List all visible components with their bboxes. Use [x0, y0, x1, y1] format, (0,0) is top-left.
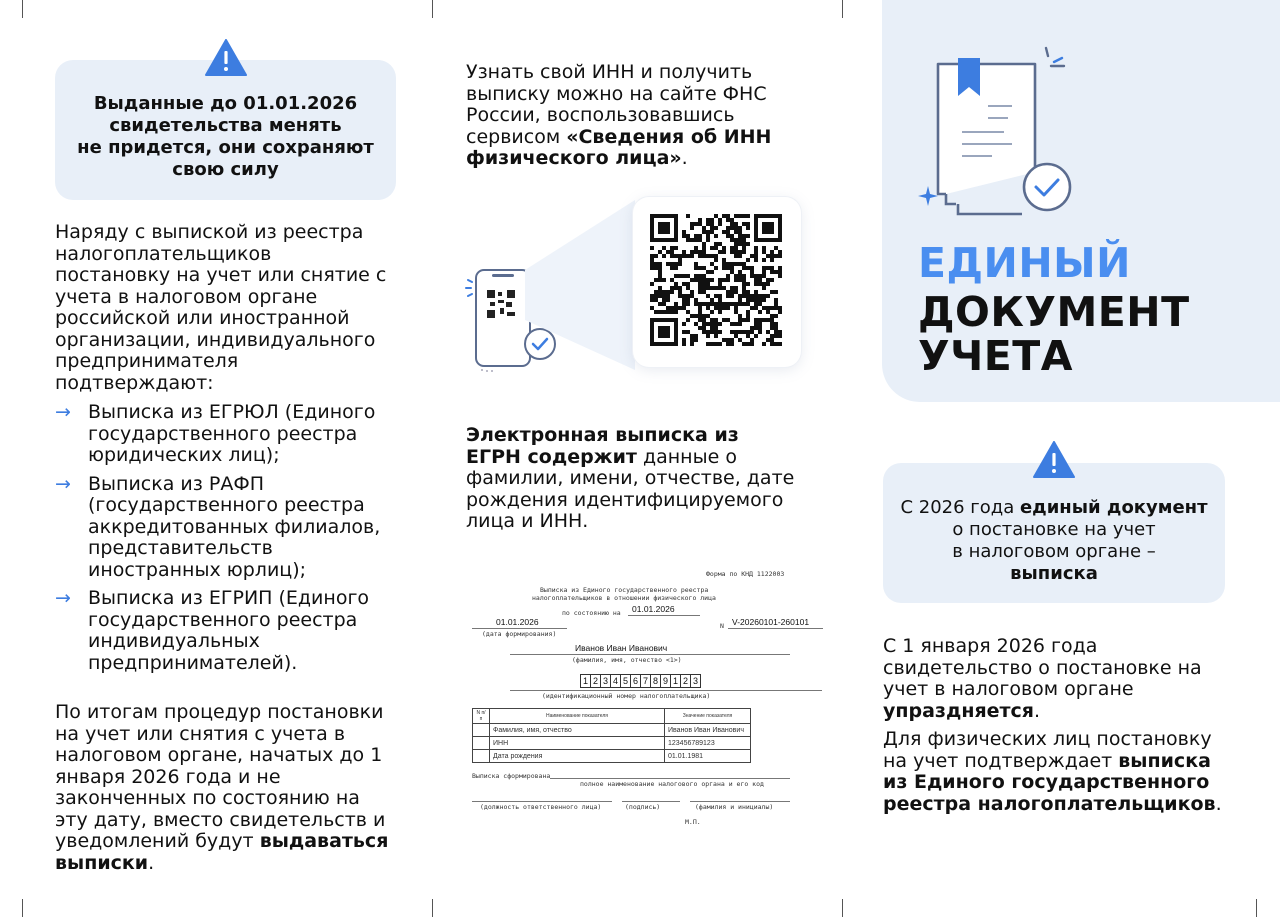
crop-mark [432, 899, 433, 917]
arrow-right-icon: → [55, 472, 71, 495]
table-row: Дата рождения 01.01.1981 [473, 750, 751, 763]
position-caption: (должность ответственного лица) [480, 803, 602, 811]
crop-mark [842, 0, 843, 18]
stamp-label: М.П. [685, 818, 701, 826]
notice-box-left [55, 60, 396, 200]
list-item: → Выписка из ЕГРЮЛ (Единого государственного реестра юридических лиц); [55, 401, 376, 466]
inn-digit: 2 [680, 674, 691, 688]
extract-date: 01.01.2026 [496, 617, 539, 627]
confirmation-paragraph: Для физических лиц постановку на учет подтверждает выписка из Единого государственного реестра налогоплательщиков. [883, 728, 1222, 815]
name-caption: (фамилия и инициалы) [695, 803, 774, 811]
date-caption: (дата формирования) [482, 630, 557, 638]
extract-table: N п/п Наименование показателя Значение показателя Фамилия, имя, отчество Иванов Иван Иванович ИНН 123456789123 Дата рождения 01.01.1981 [472, 708, 751, 763]
abolition-paragraph: С 1 января 2026 года свидетельство о постановке на учет в налоговом органе упраздняется. [883, 635, 1202, 722]
inn-digit: 3 [600, 674, 611, 688]
inn-digit: 3 [690, 674, 701, 688]
document-list [55, 402, 395, 681]
egrn-paragraph: Электронная выписка из ЕГРН содержит данные о фамилии, имени, отчестве, дате рождения идентифицируемого лица и ИНН. [466, 424, 795, 532]
inn-digit: 1 [580, 674, 591, 688]
crop-mark [1256, 899, 1257, 917]
qr-code[interactable] [650, 214, 784, 350]
inn-digit: 7 [640, 674, 651, 688]
notice-line: не придется, они сохраняют [77, 137, 374, 158]
inn-digit: 4 [610, 674, 621, 688]
intro-paragraph: Наряду с выпиской из реестра налогоплательщиков постановку на учет или снятие с учета в налоговом органе российской или иностранной организации, индивидуального предпринимателя подтверждают: [55, 221, 387, 394]
fio-value: Иванов Иван Иванович [575, 643, 668, 653]
notice-line: свою силу [172, 159, 279, 180]
list-item: → Выписка из РАФП (государственного реестра аккредитованных филиалов, представительств иностранных юрлиц); [55, 472, 381, 581]
crop-mark [22, 899, 23, 917]
extract-heading: Выписка из Единого государственного реестра [540, 586, 709, 594]
outro-paragraph: По итогам процедур постановки на учет или снятия с учета в налоговом органе, начатых до 1 января 2026 года и не законченных по состоянию на эту дату, вместо свидетельств и уведомлений будут выдаваться выписки. [55, 701, 389, 874]
qr-card [633, 197, 801, 367]
title-accent: ЕДИНЫЙ [918, 239, 1131, 287]
extract-number: V-20260101-260101 [732, 617, 810, 627]
table-row: Фамилия, имя, отчество Иванов Иван Иванович [473, 724, 751, 737]
extract-heading: налогоплательщиков в отношении физического лица [532, 594, 716, 602]
fio-caption: (фамилия, имя, отчество <1>) [572, 656, 682, 664]
as-of-label: по состоянию на [562, 609, 621, 617]
inn-digit: 8 [650, 674, 661, 688]
form-label: Форма по КНД 1122003 [706, 570, 785, 578]
crop-mark [22, 0, 23, 18]
formed-label: Выписка сформирована [472, 772, 551, 780]
arrow-right-icon: → [55, 587, 71, 609]
authority-caption: полное наименование налогового органа и его код [580, 780, 764, 788]
notice-line: свидетельства менять [109, 115, 342, 136]
inn-paragraph: Узнать свой ИНН и получить выписку можно на сайте ФНС России, воспользовавшись сервисом «Сведения об ИНН физического лица». [466, 61, 772, 169]
inn-digit: 1 [670, 674, 681, 688]
crop-mark [842, 899, 843, 917]
number-label: N [720, 622, 724, 630]
beam-decoration [525, 200, 645, 370]
inn-digit: 5 [620, 674, 631, 688]
as-of-date: 01.01.2026 [632, 604, 675, 614]
document-check-icon [912, 44, 1072, 216]
title-line: ДОКУМЕНТ [918, 288, 1190, 336]
inn-digit: 2 [590, 674, 601, 688]
inn-digit: 6 [630, 674, 641, 688]
warning-icon [1033, 441, 1075, 478]
signature-caption: (подпись) [625, 803, 661, 811]
notice-line: Выданные до 01.01.2026 [93, 93, 358, 114]
inn-digit: 9 [660, 674, 671, 688]
list-item: → Выписка из ЕГРИП (Единого государственного реестра индивидуальных предпринимателей). [55, 587, 370, 674]
extract-sample [470, 566, 825, 836]
title-line: УЧЕТА [918, 332, 1073, 380]
warning-icon [205, 39, 247, 76]
arrow-right-icon: → [55, 401, 71, 423]
notice-box-right: С 2026 года единый документ о постановке на учет в налоговом органе – выписка [883, 463, 1225, 603]
inn-digits [580, 674, 700, 688]
table-row: ИНН 123456789123 [473, 737, 751, 750]
crop-mark [432, 0, 433, 18]
inn-caption: (идентификационный номер налогоплательщика) [542, 692, 711, 700]
